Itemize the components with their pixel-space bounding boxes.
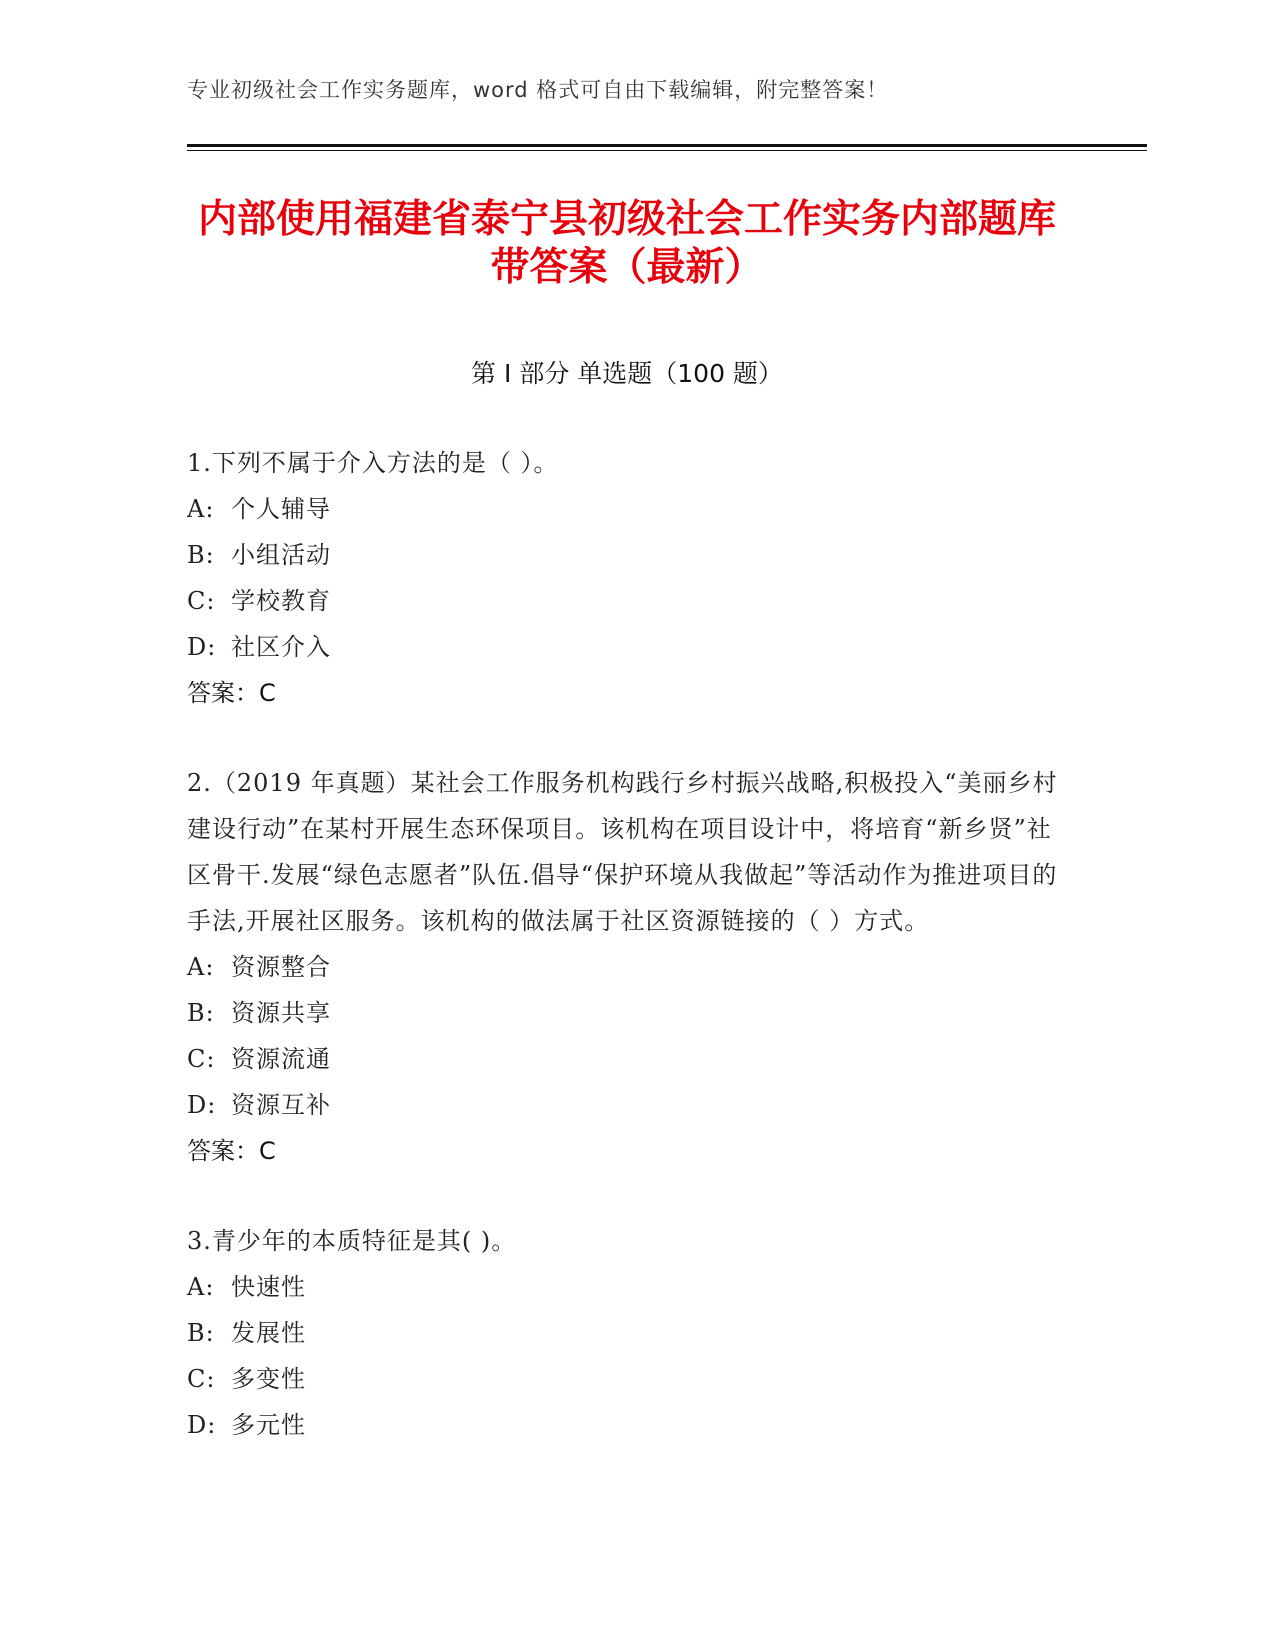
option-a [187,944,1072,990]
option-text: 多变性 [231,1365,306,1393]
question-3 [187,1218,1072,1448]
option-c [187,1356,1072,1402]
option-b [187,990,1072,1036]
option-d [187,1402,1072,1448]
option-key: C: [187,1045,216,1073]
option-key: B: [187,1319,215,1347]
option-key: A: [187,1273,215,1301]
document-title: 内部使用福建省泰宁县初级社会工作实务内部题库带答案（最新） [197,197,1056,290]
option-a [187,486,1072,532]
question-list [187,440,1072,1492]
answer-line: 答案：C [187,679,276,707]
option-text: 学校教育 [231,587,331,615]
question-1 [187,440,1072,716]
option-c [187,1036,1072,1082]
option-text: 快速性 [231,1273,306,1301]
option-c [187,578,1072,624]
question-stem: 2.（2019 年真题）某社会工作服务机构践行乡村振兴战略,积极投入“美丽乡村建设行动”在某村开展生态环保项目。该机构在项目设计中，将培育“新乡贤”社区骨干.发展“绿色志愿者”队伍.倡导“保护环境从我做起”等活动作为推进项目的手法,开展社区服务。该机构的做法属于社区资源链接的（ ）方式。 [187,769,1058,935]
header-note: 专业初级社会工作实务题库，word 格式可自由下载编辑，附完整答案！ [187,78,889,102]
option-key: D: [187,1411,217,1439]
option-text: 资源流通 [231,1045,331,1073]
option-key: A: [187,495,215,523]
answer-line: 答案：C [187,1137,276,1165]
header-rule-thin [187,150,1147,151]
option-text: 个人辅导 [231,495,331,523]
option-key: C: [187,587,216,615]
question-2 [187,760,1072,1174]
option-text: 社区介入 [231,633,331,661]
option-text: 多元性 [231,1411,306,1439]
option-key: B: [187,541,215,569]
section-title: 第 I 部分 单选题（100 题） [471,359,783,388]
option-text: 资源共享 [231,999,331,1027]
option-key: C: [187,1365,216,1393]
option-key: D: [187,633,217,661]
option-text: 资源互补 [231,1091,331,1119]
question-stem: 3.青少年的本质特征是其( )。 [187,1227,517,1255]
option-b [187,532,1072,578]
option-b [187,1310,1072,1356]
option-d [187,1082,1072,1128]
option-key: D: [187,1091,217,1119]
option-text: 小组活动 [231,541,331,569]
option-d [187,624,1072,670]
option-a [187,1264,1072,1310]
header-rule-thick [187,144,1147,147]
option-text: 发展性 [231,1319,306,1347]
option-key: B: [187,999,215,1027]
option-key: A: [187,953,215,981]
question-stem: 1.下列不属于介入方法的是（ ）。 [187,449,559,477]
option-text: 资源整合 [231,953,331,981]
